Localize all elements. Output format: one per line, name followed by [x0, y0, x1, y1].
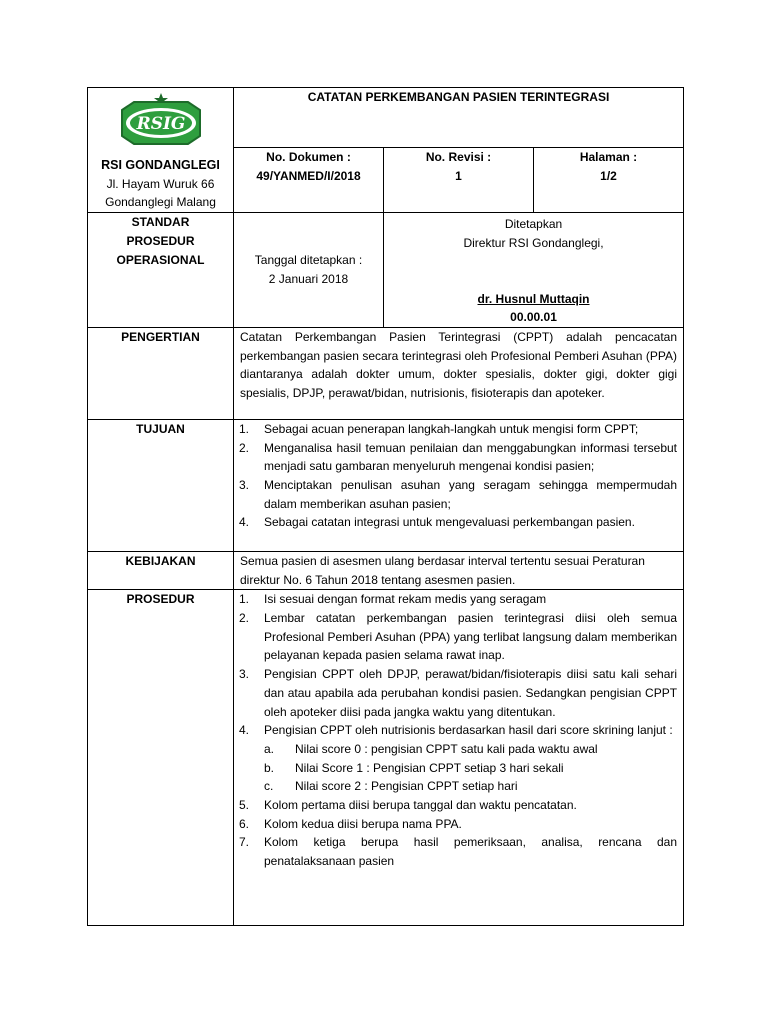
score-sublist	[264, 740, 677, 796]
tujuan-list	[239, 420, 677, 532]
approval-cell	[384, 213, 684, 328]
list-item: 7. Kolom ketiga berupa hasil pemeriksaan, analisa, rencana dan penatalaksanaan pasien	[239, 835, 678, 869]
hospital-logo-icon	[114, 90, 208, 146]
hospital-name: RSI GONDANGLEGI	[101, 158, 220, 172]
document-number-value: 49/YANMED/I/2018	[256, 168, 361, 183]
tujuan-label: TUJUAN	[88, 419, 234, 551]
sop-label-line2: PROSEDUR	[126, 233, 195, 248]
established-date-value: 2 Januari 2018	[268, 272, 349, 287]
revision-label: No. Revisi :	[425, 149, 492, 164]
list-item: c. Nilai score 2 : Pengisian CPPT setiap hari	[264, 779, 518, 794]
list-item: 3. Menciptakan penulisan asuhan yang seragam sehingga mempermudah dalam memberikan asuhan pasien;	[239, 478, 678, 511]
kebijakan-text: Semua pasien di asesmen ulang berdasar interval tertentu sesuai Peraturan direktur No. 6 Tahun 2018 tentang asesmen pasien.	[234, 551, 684, 589]
approved-by: Direktur RSI Gondanglegi,	[463, 235, 604, 250]
list-item: a. Nilai score 0 : pengisian CPPT satu kali pada waktu awal	[264, 741, 598, 756]
list-item: b. Nilai Score 1 : Pengisian CPPT setiap 3 hari sekali	[264, 760, 564, 775]
list-item: 4. Pengisian CPPT oleh nutrisionis berdasarkan hasil dari score skrining lanjut : a. Nilai score 0 : pengisian CPPT satu kali pada waktu awal b. Nilai Score 1 : Pengisian CPPT setiap 3 hari sekali c. Nilai score 2 : Pengisian CPPT setiap hari	[239, 721, 677, 796]
prosedur-list	[239, 590, 677, 871]
hospital-address-line2: Gondanglegi Malang	[105, 195, 216, 210]
pengertian-text: Catatan Perkembangan Pasien Terintegrasi (CPPT) adalah pencacatan perkembangan pasien secara terintegrasi oleh Profesional Pemberi Asuhan (PPA) diantaranya adalah dokter umum, dokter spesialis, dokter gigi, dokter gigi spesialis, DPJP, perawat/bidan, nutrisionis, fisioterapis dan apoteker.	[234, 327, 684, 419]
signatory-name: dr. Husnul Muttaqin	[477, 291, 590, 306]
list-item: 3. Pengisian CPPT oleh DPJP, perawat/bidan/fisioterapis diisi satu kali sehari dan atau apabila ada perubahan kondisi pasien. Sedangkan pengisian CPPT oleh apoteker diisi pada jangka waktu yang ditentukan.	[239, 667, 678, 719]
list-item: 1. Isi sesuai dengan format rekam medis yang seragam	[239, 592, 547, 607]
pengertian-label: PENGERTIAN	[88, 327, 234, 419]
hospital-identity-cell	[88, 88, 234, 213]
established-date-cell	[234, 213, 384, 328]
hospital-logo	[88, 88, 233, 148]
page-cell	[534, 147, 684, 212]
sop-table	[87, 87, 684, 926]
revision-value: 1	[455, 168, 462, 183]
page-value: 1/2	[600, 168, 617, 183]
sop-label-line3: OPERASIONAL	[116, 252, 205, 267]
list-item: 4. Sebagai catatan integrasi untuk mengevaluasi perkembangan pasien.	[239, 515, 635, 530]
page-label: Halaman :	[579, 149, 638, 164]
hospital-address-line1: Jl. Hayam Wuruk 66	[106, 176, 215, 191]
revision-cell	[384, 147, 534, 212]
document-number-label: No. Dokumen :	[266, 149, 351, 164]
list-item: 1. Sebagai acuan penerapan langkah-langkah untuk mengisi form CPPT;	[239, 421, 639, 436]
sop-label-cell	[88, 213, 234, 328]
list-item: 5. Kolom pertama diisi berupa tanggal dan waktu pencatatan.	[239, 798, 577, 813]
prosedur-label: PROSEDUR	[88, 590, 234, 926]
sop-label-line1: STANDAR	[131, 215, 190, 230]
established-date-label: Tanggal ditetapkan :	[254, 253, 363, 268]
tujuan-content	[234, 419, 684, 551]
list-item: 2. Menganalisa hasil temuan penilaian dan menggabungkan informasi tersebut menjadi satu gambaran menyeluruh mengenai kondisi pasien;	[239, 440, 678, 474]
kebijakan-label: KEBIJAKAN	[88, 551, 234, 589]
prosedur-content	[234, 590, 684, 926]
sop-document	[87, 87, 683, 926]
approved-label: Ditetapkan	[504, 217, 563, 232]
list-item: 6. Kolom kedua diisi berupa nama PPA.	[239, 816, 462, 831]
document-number-cell	[234, 147, 384, 212]
list-item: 2. Lembar catatan perkembangan pasien terintegrasi diisi oleh semua Profesional Pemberi Asuhan (PPA) yang terlibat langsung dalam memberikan pelayanan kepada pasien selama rawat inap.	[239, 611, 678, 663]
document-title: CATATAN PERKEMBANGAN PASIEN TERINTEGRASI	[234, 88, 684, 148]
svg-text:RSIG: RSIG	[136, 114, 185, 134]
signatory-id: 00.00.01	[510, 310, 557, 325]
